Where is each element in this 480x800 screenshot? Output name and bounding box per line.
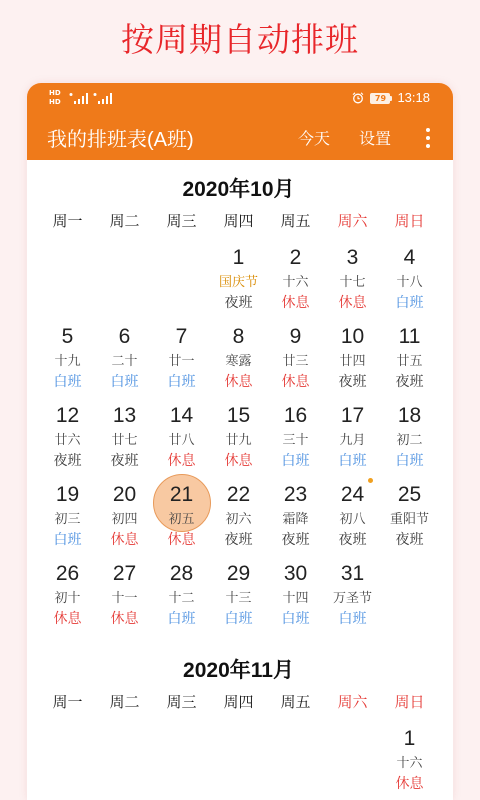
day-cell[interactable] [153, 393, 210, 472]
shift-label: 白班 [281, 610, 310, 626]
empty-day-cell [381, 551, 438, 630]
promo-headline: 按周期自动排班 [121, 21, 359, 58]
shift-label: 白班 [167, 610, 196, 626]
weekday-header [39, 690, 438, 716]
day-cell[interactable] [210, 551, 267, 630]
week-row [39, 551, 438, 630]
lunar-date: 重阳节 [389, 511, 429, 526]
day-number: 12 [55, 404, 80, 427]
lunar-date: 霜降 [282, 511, 309, 526]
lunar-date: 国庆节 [218, 274, 258, 289]
day-number: 16 [283, 404, 308, 427]
lunar-date: 十七 [339, 274, 366, 289]
day-cell[interactable] [267, 393, 324, 472]
day-number: 10 [340, 325, 365, 348]
weekday-label: 周日 [394, 213, 425, 230]
lunar-date: 初四 [111, 511, 138, 526]
lunar-date: 廿八 [168, 432, 195, 447]
settings-button[interactable]: 设置 [358, 131, 391, 148]
day-number: 30 [283, 562, 308, 585]
lunar-date: 廿七 [111, 432, 138, 447]
day-cell[interactable] [324, 393, 381, 472]
lunar-date: 十九 [54, 353, 81, 368]
shift-label: 休息 [338, 294, 367, 310]
lunar-date: 十四 [282, 590, 309, 605]
day-cell[interactable] [96, 551, 153, 630]
day-number: 18 [397, 404, 422, 427]
day-number: 9 [289, 325, 302, 348]
week-row [39, 235, 438, 314]
status-left-group [49, 89, 117, 107]
lunar-date: 初五 [168, 511, 195, 526]
lunar-date: 十一 [111, 590, 138, 605]
day-number: 21 [169, 483, 194, 506]
day-number: 8 [232, 325, 245, 348]
day-number: 26 [55, 562, 80, 585]
hd-label: HD [49, 89, 61, 97]
weekday-label: 周二 [109, 213, 140, 230]
day-number: 28 [169, 562, 194, 585]
day-number: 23 [283, 483, 308, 506]
shift-label: 休息 [224, 452, 253, 468]
day-cell[interactable] [324, 551, 381, 630]
alarm-icon [352, 92, 364, 104]
weekday-label: 周日 [394, 694, 425, 711]
calendar [27, 160, 453, 795]
shift-label: 白班 [338, 610, 367, 626]
lunar-date: 十六 [396, 755, 423, 770]
day-cell[interactable] [267, 314, 324, 393]
day-cell[interactable] [96, 393, 153, 472]
lunar-date: 十三 [225, 590, 252, 605]
shift-label: 夜班 [338, 373, 367, 389]
lunar-date: 廿五 [396, 353, 423, 368]
status-right-group [352, 83, 430, 113]
day-cell[interactable] [96, 314, 153, 393]
app-bar [27, 113, 453, 160]
battery-icon [370, 93, 392, 104]
lunar-date: 廿三 [282, 353, 309, 368]
lunar-date: 廿四 [339, 353, 366, 368]
day-number: 31 [340, 562, 365, 585]
weekday-label: 周二 [109, 694, 140, 711]
week-row [39, 393, 438, 472]
month-section [39, 160, 438, 630]
shift-label: 休息 [110, 531, 139, 547]
day-number: 20 [112, 483, 137, 506]
day-number: 19 [55, 483, 80, 506]
shift-label: 夜班 [281, 531, 310, 547]
day-cell[interactable] [96, 472, 153, 551]
empty-day-cell [96, 716, 153, 795]
empty-day-cell [39, 235, 96, 314]
more-vert-icon[interactable] [416, 126, 440, 150]
day-cell[interactable] [267, 235, 324, 314]
month-title: 2020年11月 [183, 659, 294, 682]
app-title: 我的排班表(A班) [47, 129, 194, 151]
shift-label: 夜班 [395, 373, 424, 389]
day-number: 15 [226, 404, 251, 427]
empty-day-cell [39, 716, 96, 795]
day-cell[interactable] [267, 551, 324, 630]
day-cell[interactable] [324, 235, 381, 314]
shift-label: 休息 [224, 373, 253, 389]
shift-label: 夜班 [110, 452, 139, 468]
empty-day-cell [96, 235, 153, 314]
phone-screen [27, 83, 453, 800]
weekday-label: 周三 [166, 213, 197, 230]
day-number: 22 [226, 483, 251, 506]
month-section [39, 641, 438, 795]
shift-label: 夜班 [395, 531, 424, 547]
empty-day-cell [153, 716, 210, 795]
lunar-date: 万圣节 [332, 590, 372, 605]
signal-icon [93, 92, 113, 104]
lunar-date: 二十 [111, 353, 138, 368]
battery-level: 79 [370, 93, 390, 104]
shift-label: 休息 [167, 452, 196, 468]
day-cell[interactable] [210, 314, 267, 393]
day-cell[interactable] [381, 314, 438, 393]
empty-day-cell [267, 716, 324, 795]
weekday-label: 周六 [337, 694, 368, 711]
shift-label: 休息 [281, 373, 310, 389]
day-number: 2 [289, 246, 302, 269]
day-cell[interactable] [39, 472, 96, 551]
lunar-date: 初十 [54, 590, 81, 605]
shift-label: 夜班 [53, 452, 82, 468]
lunar-date: 廿一 [168, 353, 195, 368]
day-cell[interactable] [153, 314, 210, 393]
week-row [39, 314, 438, 393]
day-number: 25 [397, 483, 422, 506]
hd-label: HD [49, 98, 61, 106]
lunar-date: 初八 [339, 511, 366, 526]
lunar-date: 九月 [339, 432, 366, 447]
signal-icon [69, 92, 89, 104]
weekday-label: 周四 [223, 694, 254, 711]
weekday-label: 周三 [166, 694, 197, 711]
day-number: 1 [232, 246, 245, 269]
lunar-date: 十八 [396, 274, 423, 289]
day-number: 1 [403, 727, 416, 750]
shift-label: 休息 [110, 610, 139, 626]
day-cell[interactable] [381, 472, 438, 551]
status-bar [27, 83, 453, 113]
shift-label: 休息 [53, 610, 82, 626]
month-title: 2020年10月 [182, 178, 295, 201]
day-cell[interactable] [39, 393, 96, 472]
day-cell[interactable] [210, 393, 267, 472]
lunar-date: 初三 [54, 511, 81, 526]
shift-label: 白班 [53, 531, 82, 547]
shift-label: 白班 [167, 373, 196, 389]
shift-label: 夜班 [338, 531, 367, 547]
weekday-label: 周四 [223, 213, 254, 230]
day-cell[interactable] [210, 472, 267, 551]
shift-label: 白班 [338, 452, 367, 468]
day-number: 29 [226, 562, 251, 585]
day-number: 11 [398, 325, 421, 348]
shift-label: 夜班 [224, 531, 253, 547]
today-button[interactable]: 今天 [297, 131, 330, 148]
day-cell[interactable] [381, 235, 438, 314]
weekday-label: 周一 [52, 694, 83, 711]
day-number: 3 [346, 246, 359, 269]
weekday-label: 周五 [280, 694, 311, 711]
battery-nub [390, 96, 392, 101]
day-cell[interactable] [381, 393, 438, 472]
day-cell[interactable] [267, 472, 324, 551]
day-number: 6 [118, 325, 131, 348]
lunar-date: 三十 [282, 432, 309, 447]
lunar-date: 初二 [396, 432, 423, 447]
day-cell[interactable] [381, 716, 438, 795]
lunar-date: 廿六 [54, 432, 81, 447]
weekday-label: 周五 [280, 213, 311, 230]
day-cell[interactable] [324, 314, 381, 393]
day-cell[interactable] [39, 551, 96, 630]
shift-label: 白班 [395, 452, 424, 468]
lunar-date: 初六 [225, 511, 252, 526]
shift-label: 休息 [167, 531, 196, 547]
day-cell[interactable] [153, 551, 210, 630]
empty-day-cell [324, 716, 381, 795]
status-time: 13:18 [397, 90, 430, 105]
weekday-header [39, 209, 438, 235]
day-number: 17 [340, 404, 365, 427]
empty-day-cell [153, 235, 210, 314]
day-cell[interactable] [153, 472, 210, 551]
day-number: 14 [169, 404, 194, 427]
week-row [39, 472, 438, 551]
day-cell[interactable] [210, 235, 267, 314]
day-cell[interactable] [39, 314, 96, 393]
hd-icon [49, 89, 61, 107]
day-cell[interactable] [324, 472, 381, 551]
shift-label: 夜班 [224, 294, 253, 310]
day-number: 13 [112, 404, 137, 427]
shift-label: 白班 [110, 373, 139, 389]
shift-label: 休息 [281, 294, 310, 310]
week-row [39, 716, 438, 795]
day-number: 27 [112, 562, 137, 585]
shift-label: 白班 [281, 452, 310, 468]
shift-label: 白班 [53, 373, 82, 389]
empty-day-cell [210, 716, 267, 795]
day-number: 24 [340, 483, 365, 506]
lunar-date: 廿九 [225, 432, 252, 447]
lunar-date: 十六 [282, 274, 309, 289]
day-number: 4 [403, 246, 416, 269]
shift-label: 休息 [395, 775, 424, 791]
day-number: 5 [61, 325, 74, 348]
shift-label: 白班 [395, 294, 424, 310]
day-number: 7 [175, 325, 188, 348]
weekday-label: 周六 [337, 213, 368, 230]
shift-label: 白班 [224, 610, 253, 626]
lunar-date: 十二 [168, 590, 195, 605]
lunar-date: 寒露 [225, 353, 252, 368]
weekday-label: 周一 [52, 213, 83, 230]
